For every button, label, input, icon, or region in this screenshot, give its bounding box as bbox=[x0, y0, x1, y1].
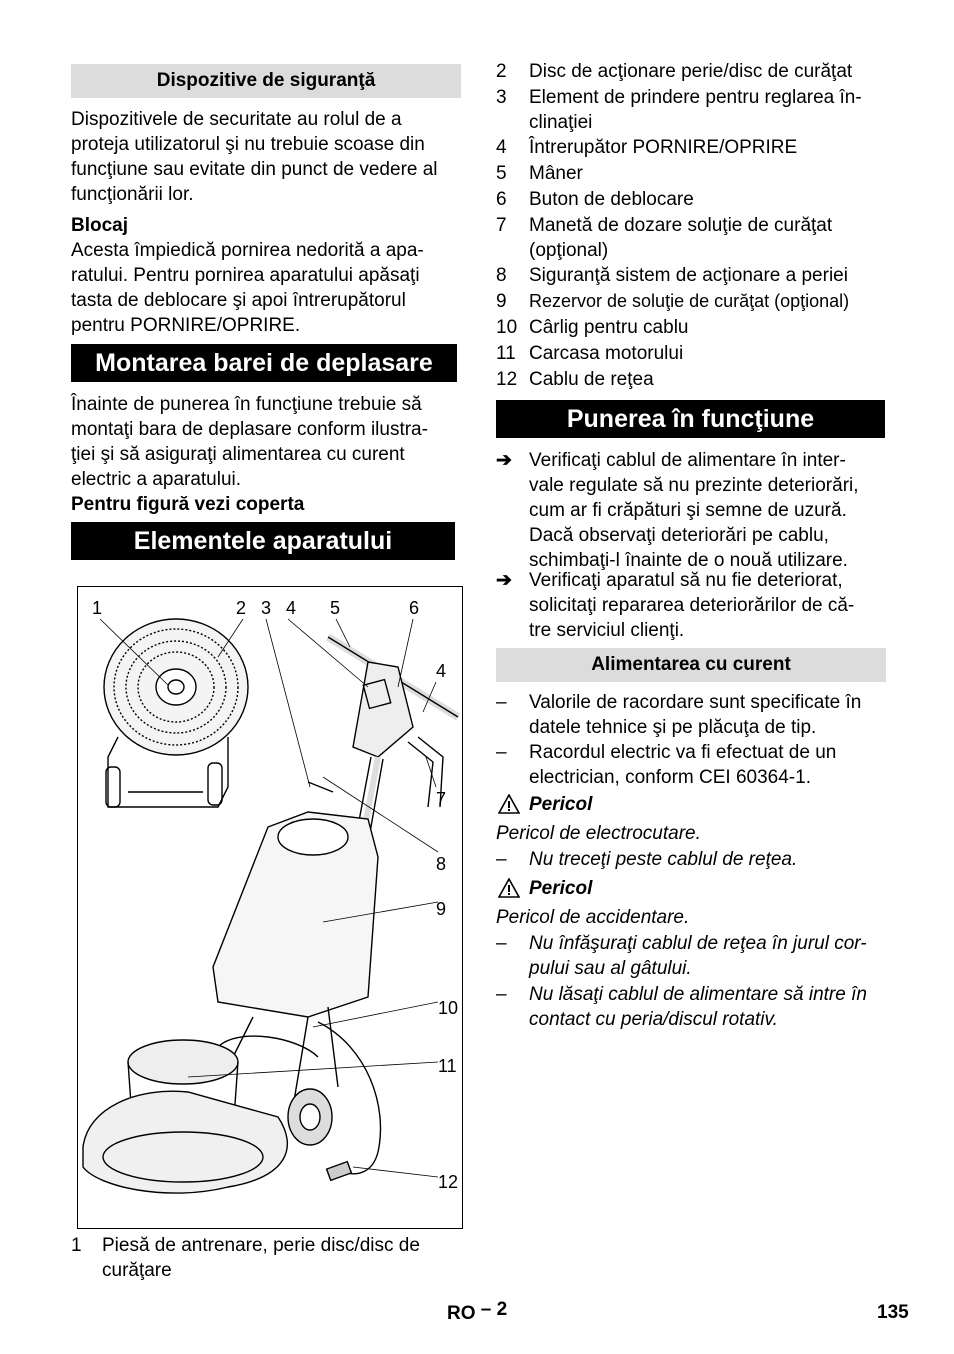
legend-number: 10 bbox=[496, 317, 518, 338]
danger-title: Pericol bbox=[529, 878, 593, 899]
figure-callout: 1 bbox=[92, 598, 103, 618]
legend-text: clinaţiei bbox=[529, 112, 593, 133]
legend-text: Buton de deblocare bbox=[529, 189, 694, 210]
text-line: cum ar fi crăpături şi semne de uzură. bbox=[529, 500, 847, 521]
legend-number: 4 bbox=[496, 137, 507, 158]
footer-dash: – bbox=[480, 1299, 492, 1320]
text-line: Piesă de antrenare, perie disc/disc de bbox=[102, 1235, 420, 1256]
legend-number: 6 bbox=[496, 189, 507, 210]
text-line: Nu lăsaţi cablul de alimentare să intre în bbox=[529, 984, 867, 1005]
figure-callout: 6 bbox=[409, 598, 420, 618]
arrow-icon: ➔ bbox=[496, 450, 512, 471]
legend-number: 8 bbox=[496, 265, 507, 286]
safety-heading: Dispozitive de siguranţă bbox=[71, 64, 461, 98]
text-line: ratului. Pentru pornirea aparatului apăsaţi bbox=[71, 265, 420, 286]
figure-callout: 7 bbox=[436, 789, 447, 809]
mount-note: Pentru figură vezi coperta bbox=[71, 494, 305, 515]
figure-callout: 9 bbox=[436, 899, 447, 919]
figure-callout: 11 bbox=[438, 1056, 457, 1076]
dash-icon: – bbox=[496, 849, 507, 870]
legend-text: Întrerupător PORNIRE/OPRIRE bbox=[529, 137, 798, 158]
text-line: Nu înfăşuraţi cablul de reţea în jurul cor- bbox=[529, 933, 867, 954]
text-line: funcţiune sau evitate din punct de vedere al bbox=[71, 159, 438, 180]
legend-number: 1 bbox=[71, 1235, 82, 1256]
power-bullets bbox=[496, 690, 886, 790]
legend-list bbox=[496, 59, 886, 389]
text-line: Înainte de punerea în funcţiune trebuie să bbox=[71, 394, 422, 415]
legend-number: 12 bbox=[496, 369, 518, 390]
warning-triangle-icon bbox=[498, 794, 520, 814]
text-line: Verificaţi cablul de alimentare în inter- bbox=[529, 450, 846, 471]
figure-callout: 3 bbox=[261, 598, 272, 618]
danger-block-1 bbox=[496, 792, 886, 872]
arrow-icon: ➔ bbox=[496, 570, 512, 591]
text-line: tre serviciul clienţi. bbox=[529, 620, 685, 641]
mount-paragraph bbox=[71, 392, 461, 492]
text-line: ţiei şi să asiguraţi alimentarea cu curent bbox=[71, 444, 405, 465]
figure-callout: 10 bbox=[438, 998, 459, 1018]
figure-callout: 8 bbox=[436, 854, 447, 874]
text-line: pentru PORNIRE/OPRIRE. bbox=[71, 315, 301, 336]
figure-callout: 2 bbox=[236, 598, 247, 618]
lock-paragraph bbox=[71, 238, 461, 338]
text-line: Racordul electric va fi efectuat de un bbox=[529, 742, 837, 763]
danger-title: Pericol bbox=[529, 794, 593, 815]
text-line: schimbaţi-l înainte de o nouă utilizare. bbox=[529, 550, 848, 571]
lock-heading: Blocaj bbox=[71, 215, 129, 236]
legend-number: 2 bbox=[496, 61, 507, 82]
floor-machine-illustration bbox=[78, 587, 462, 1228]
text-line: montaţi bara de deplasare conform ilustra- bbox=[71, 419, 428, 440]
elements-heading: Elementele aparatului bbox=[71, 522, 455, 560]
legend-number: 3 bbox=[496, 87, 507, 108]
figure-callout: 4 bbox=[436, 661, 447, 681]
text-line: electric a aparatului. bbox=[71, 469, 242, 490]
legend-text: Cârlig pentru cablu bbox=[529, 317, 689, 338]
legend-text: Mâner bbox=[529, 163, 583, 184]
text-line: Dacă observaţi deteriorări pe cablu, bbox=[529, 525, 829, 546]
figure-callout: 12 bbox=[438, 1172, 459, 1192]
page-number: 135 bbox=[877, 1302, 909, 1323]
text-line: pului sau al gâtului. bbox=[529, 958, 692, 979]
legend-number: 11 bbox=[496, 343, 516, 364]
startup-heading: Punerea în funcţiune bbox=[496, 400, 885, 438]
text-line: tasta de deblocare şi apoi întrerupătorul bbox=[71, 290, 406, 311]
footer-section-label bbox=[447, 1297, 507, 1322]
legend-number: 7 bbox=[496, 215, 507, 236]
safety-paragraph bbox=[71, 107, 461, 207]
text-line: datele tehnice şi pe plăcuţa de tip. bbox=[529, 717, 817, 738]
danger-text: Pericol de electrocutare. bbox=[496, 823, 701, 844]
danger-block-2 bbox=[496, 876, 886, 1036]
legend-text: Cablu de reţea bbox=[529, 369, 654, 390]
legend-number: 9 bbox=[496, 291, 507, 312]
legend-text: Siguranţă sistem de acţionare a periei bbox=[529, 265, 848, 286]
legend-text: Manetă de dozare soluţie de curăţat bbox=[529, 215, 833, 236]
dash-icon: – bbox=[496, 933, 507, 954]
text-line: electrician, conform CEI 60364-1. bbox=[529, 767, 811, 788]
text-line: Verificaţi aparatul să nu fie deteriorat, bbox=[529, 570, 843, 591]
text-line: Dispozitivele de securitate au rolul de a bbox=[71, 109, 402, 130]
text-line: Valorile de racordare sunt specificate în bbox=[529, 692, 862, 713]
figure-callout: 4 bbox=[286, 598, 297, 618]
footer-lang: RO bbox=[447, 1303, 476, 1324]
text-line: Acesta împiedică pornirea nedorită a apa- bbox=[71, 240, 424, 261]
dash-icon: – bbox=[496, 984, 507, 1005]
text-line: vale regulate să nu prezinte deteriorări, bbox=[529, 475, 859, 496]
text-line: solicitaţi repararea deteriorărilor de că- bbox=[529, 595, 855, 616]
legend-text: Carcasa motorului bbox=[529, 343, 684, 364]
legend-text: Disc de acţionare perie/disc de curăţat bbox=[529, 61, 853, 82]
dash-icon: – bbox=[496, 692, 507, 713]
danger-text: Pericol de accidentare. bbox=[496, 907, 690, 928]
dash-icon: – bbox=[496, 742, 507, 763]
legend-text: Rezervor de soluţie de curăţat (opţional) bbox=[529, 291, 850, 311]
startup-bullets bbox=[496, 448, 886, 648]
text-line: curăţare bbox=[102, 1260, 172, 1281]
footer-section: 2 bbox=[496, 1299, 508, 1320]
text-line: funcţionării lor. bbox=[71, 184, 194, 205]
text-line: proteja utilizatorul şi nu trebuie scoase din bbox=[71, 134, 425, 155]
text-line: contact cu peria/discul rotativ. bbox=[529, 1009, 778, 1030]
legend-text: (opţional) bbox=[529, 240, 609, 261]
danger-bullet: Nu treceţi peste cablul de reţea. bbox=[529, 849, 798, 870]
device-figure bbox=[77, 586, 463, 1229]
mount-heading: Montarea barei de deplasare bbox=[71, 344, 457, 382]
figure-callout: 5 bbox=[330, 598, 341, 618]
legend-number: 5 bbox=[496, 163, 507, 184]
power-heading: Alimentarea cu curent bbox=[496, 648, 886, 682]
legend-text: Element de prindere pentru reglarea în- bbox=[529, 87, 862, 108]
warning-triangle-icon bbox=[498, 878, 520, 898]
